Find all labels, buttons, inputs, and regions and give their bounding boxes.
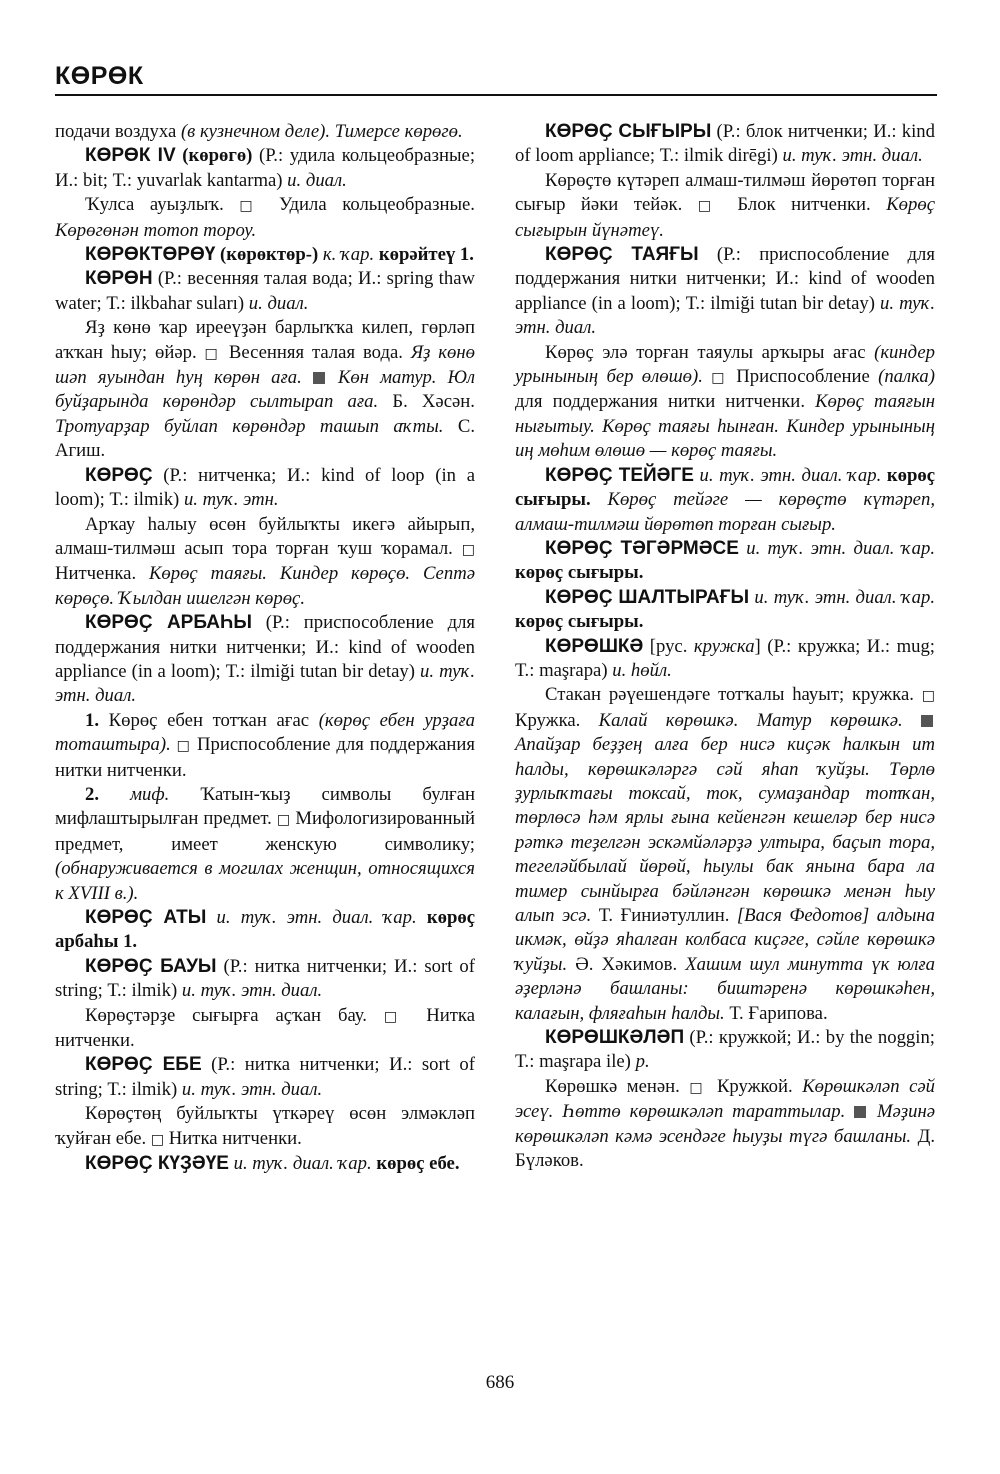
bold-reference: көрөҫ ебе. [376, 1153, 460, 1175]
italic-text: и. туҡ. этн. диал. ҡар. [754, 586, 935, 608]
bold-reference: (көрөктөр-) [215, 244, 319, 266]
page-number: 686 [485, 1372, 515, 1393]
text-span: (Р.: весенняя талая вода; И.: spring thaw water; Т.: ilkbahar suları) [55, 268, 475, 314]
text-span: Көрөҫтәрҙе сығырға аҫҡан бау. [85, 1004, 384, 1026]
text-span: Көрөҫтөң буйлыҡты үткәреү өсөн элмәкләп ҡуйған ебе. [55, 1103, 475, 1149]
dictionary-entry [515, 1026, 935, 1075]
text-span: (Р.: приспособление для поддержания нитки нитченки; И.: kind of wooden appliance (in a loom); Т.: ilmiği tutan bir detay) [55, 612, 476, 682]
definition-paragraph [55, 193, 475, 243]
text-span: Кружкой. [707, 1075, 803, 1097]
headword: КӨРӨҪ ЕБЕ [85, 1054, 202, 1076]
bold-reference: көрөҫ сығыры. [515, 611, 644, 633]
italic-text: Яҙ көнө шәп яуындан һуң көрөн аға. [55, 341, 475, 389]
italic-text: Тротуарҙар буйлап көрөндәр ташып аҡты. [55, 415, 444, 437]
text-span: (Р.: кружкой; И.: by the noggin; Т.: maşrapa ile) [515, 1027, 935, 1073]
header-rule [55, 94, 937, 96]
italic-text: миф. [130, 783, 170, 805]
headword: КӨРӨҪ ТЕЙӘГЕ [545, 464, 694, 486]
translation-square-icon: □ [697, 198, 722, 215]
text-span: ] (Р.: кружка; И.: mug; Т.: maşrapa) [515, 635, 935, 681]
text-span: Ҡатын-ҡыҙ символы булған мифлаштырылған предмет. [55, 783, 475, 830]
bold-reference: көрәйтеү 1. [378, 244, 474, 266]
translation-square-icon: □ [239, 198, 264, 215]
dictionary-entry [515, 464, 935, 537]
translation-square-icon: □ [689, 1079, 708, 1096]
italic-text: и. диал. [248, 292, 309, 314]
italic-text: Көрөҫ таяғын нығытыу. Көрөҫ таяғы һынған. Киндер урынының иң мөһим өлөшө — көрөҫ таяғы. [515, 391, 935, 462]
italic-text: [Вася Федотов] алдына икмәк, өйҙә яһалған колбаса киҫәге, сәйле көрөшкә ҡуйҙы. [515, 905, 935, 975]
text-span [99, 784, 130, 805]
text-span: для поддержания нитки нитченки. [515, 391, 816, 413]
headword: КӨРӨШКӘЛӘП [545, 1027, 685, 1049]
italic-text: Көн матур. Юл буйҙарында көрөндәр сылтырап аға. [55, 367, 476, 413]
italic-text: Калай көрөшкә. Матур көрөшкә. [598, 709, 903, 731]
italic-text: и. туҡ. этн. диал. [782, 145, 923, 167]
italic-text: и. диал. [287, 169, 347, 191]
text-span: (Р.: приспособление для поддержания нитки нитченки; И.: kind of wooden appliance (in a loom); Т.: ilmiği tutan bir detay) [515, 244, 935, 314]
dictionary-entry [515, 120, 935, 169]
text-span: Нитченка. [55, 563, 149, 585]
text-span [206, 907, 216, 928]
dictionary-entry [55, 906, 475, 955]
text-span: Удила кольцеобразные. [263, 194, 475, 216]
headword: КӨРӨҪ АТЫ [85, 907, 207, 928]
example-bullet-icon [921, 715, 933, 727]
headword: КӨРӨҪ ТӘГӘРМӘСЕ [545, 537, 739, 559]
italic-text: Мәҙинә көрөшкәләп кәмә эсендәге һыуҙы түгә башланы. [515, 1101, 936, 1147]
text-span: Яҙ көнө ҡар ирееүҙән барлыҡҡа килеп, гөрләп аҡҡан һыу; өйәр. [55, 317, 475, 363]
bold-reference: (көрөгө) [175, 145, 253, 167]
italic-text: Көрөҫ сығырын йүнәтеү. [515, 194, 935, 241]
italic-text: Хашим шул минутта үк юлға әҙерләнә башланы: биштәренә көрөшкәһен, калағын, фляғаһын һалды. [515, 953, 935, 1024]
headword: КӨРӨҪ АРБАҺЫ [85, 612, 252, 634]
italic-text: Көрөгөнән тотоп тороу. [55, 219, 257, 241]
text-span [868, 1101, 877, 1122]
text-span: Мифологизированный предмет, имеет женскую символику; [55, 808, 475, 855]
translation-square-icon: □ [150, 1131, 165, 1148]
definition-paragraph [515, 1075, 935, 1174]
text-span: Көрөҫ ебен тотҡан ағас [99, 709, 319, 731]
text-span [845, 1101, 854, 1122]
dictionary-entry [55, 464, 475, 513]
text-span: Нитка нитченки. [164, 1127, 302, 1149]
right-column [515, 120, 935, 1173]
headword: КӨРӨҪ [85, 464, 153, 486]
definition-paragraph [55, 513, 475, 612]
translation-square-icon: □ [204, 345, 221, 362]
text-span: Арҡау һалыу өсөн буйлыҡты икегә айырып, алмаш-тилмәш асып тора торған ҡуш ҡорамал. [55, 513, 475, 559]
italic-text: (киндер урынының бер өлөшө). [515, 341, 935, 388]
dictionary-entry [55, 611, 475, 709]
text-span: [рус. [643, 635, 694, 657]
text-span: Көрөшкә менән. [545, 1075, 690, 1097]
translation-square-icon: □ [276, 812, 291, 829]
text-span: Нитка нитченки. [55, 1004, 475, 1052]
definition-paragraph [515, 683, 935, 1026]
text-span: Т. Ғиниәтуллин. [591, 905, 737, 926]
dictionary-entry [55, 267, 475, 316]
text-span: (Р.: нитка нитченки; И.: sort of string; Т.: ilmik) [55, 1054, 475, 1100]
text-span: С. Агиш. [55, 415, 476, 462]
italic-text: Көрөҫ таяғы. Киндер көрөҫө. Септә көрөҫө. Ҡылдан ишелгән көрөҫ. [55, 563, 475, 609]
example-bullet-icon [313, 372, 325, 384]
text-span: Ҡулса ауыҙлыҡ. [85, 194, 240, 216]
bold-reference: 2. [85, 783, 100, 805]
text-span [327, 367, 338, 388]
italic-text: и. туҡ. диал. ҡар. [233, 1153, 372, 1175]
example-bullet-icon [854, 1106, 866, 1118]
bold-reference: 1. [85, 709, 100, 731]
translation-square-icon: □ [461, 541, 475, 558]
translation-square-icon: □ [921, 688, 935, 705]
bold-reference: көрөҫ сығыры. [515, 562, 644, 584]
italic-text: Көрөшкәләп сәй эсеү. Һөттө көрөшкәләп тараттылар. [515, 1075, 935, 1123]
translation-square-icon: □ [176, 738, 192, 755]
italic-text: и. туҡ. этн. диал. [181, 1078, 323, 1100]
headword: КӨРӨҪ ШАЛТЫРАҒЫ [545, 586, 750, 608]
italic-text: (палка) [878, 366, 935, 388]
headword: КӨРӨҪ ТАЯҒЫ [545, 244, 699, 266]
definition-paragraph [515, 341, 935, 464]
italic-text: и. туҡ. этн. диал. [515, 292, 935, 339]
dictionary-entry [55, 1152, 475, 1176]
running-header: КӨРӨК [55, 62, 144, 90]
text-span: Көрөҫ элә торған таяулы арҡыры ағас [545, 341, 875, 363]
bold-reference: көрөҫ арбаһы 1. [55, 907, 476, 953]
italic-text: р. [635, 1051, 650, 1073]
text-span: Блок нитченки. [721, 194, 887, 216]
definition-paragraph [55, 709, 475, 783]
italic-text: и. һөйл. [612, 659, 672, 681]
definition-paragraph [515, 169, 935, 243]
italic-text: Көрөҫ тейәге — көрөҫтө күтәреп, алмаш-тилмәш йөрөтөп торған сығыр. [515, 489, 935, 535]
dictionary-entry [515, 537, 935, 586]
italic-text: к. ҡар. [322, 244, 375, 266]
text-span: (Р.: нитченка; И.: kind of loop (in a loom); Т.: ilmik) [55, 464, 475, 511]
italic-text: (в кузнечном деле). Тимерсе көрөгө. [180, 121, 463, 142]
italic-text: и. туҡ. этн. диал. ҡар. [746, 537, 935, 559]
headword: КӨРӨН [85, 268, 153, 290]
text-span [703, 366, 711, 387]
definition-paragraph [55, 783, 475, 906]
dictionary-entry [515, 586, 935, 635]
headword: КӨРӨКТӨРӨҮ [85, 244, 216, 266]
headword: КӨРӨҪ СЫҒЫРЫ [545, 121, 712, 142]
italic-text: и. туҡ. этн. диал. ҡар. [216, 907, 417, 928]
dictionary-entry [55, 955, 475, 1004]
text-span: Весенняя талая вода. [220, 341, 411, 363]
italic-text: Апайҙар беҙҙең алға бер нисә киҫәк һалкын ит һалды, көрөшкәләргә сәй яһап ҡуйҙы. Төрлө ҙурлыҡтағы токсай, ток, сумаҙандар тотҡан, төрлөсә һәм ярлы ғына кейенгән кешеләр бер нисә рәткә теҙелгән эскәмйәләрҙә ултыра, баҫып тора, тегеләйбылай йөрөй, һыулы бак янына бара ла тимер сынйырға бәйләнгән көрөшкә менән һыу алып эсә. [515, 734, 935, 926]
italic-text: и. туҡ. этн. диал. [181, 980, 323, 1002]
text-span: Приспособление [728, 366, 879, 388]
text-span [302, 367, 313, 388]
text-span: Стакан рәүешендәге тотҡалы һауыт; кружка. [545, 684, 922, 706]
dictionary-entry [55, 243, 475, 267]
definition-paragraph [55, 316, 475, 463]
bold-reference: көрөҫ сығыры. [515, 464, 935, 511]
left-column [55, 120, 475, 1176]
text-span [903, 710, 921, 731]
text-span: подачи воздуха [55, 121, 181, 142]
text-span [417, 907, 427, 928]
text-span: Д. Бүләков. [515, 1125, 936, 1172]
headword: КӨРӨҪ КҮҘӘҮЕ [85, 1153, 229, 1175]
headword: КӨРӨҪ БАУЫ [85, 955, 217, 977]
definition-paragraph [55, 1004, 475, 1054]
text-span: Т. Ғарипова. [724, 1002, 828, 1024]
italic-text: и. туҡ. этн. диал. ҡар. [699, 464, 882, 486]
italic-text: (көрөҫ ебен урҙаға тоташтыра). [55, 709, 475, 756]
definition-paragraph [55, 1102, 475, 1152]
text-span: Б. Хәсән. [378, 391, 475, 413]
dictionary-entry [515, 635, 935, 684]
text-span: Приспособление для поддержания нитки нитченки. [55, 734, 475, 781]
continuation-text [55, 120, 475, 144]
headword: КӨРӨШКӘ [545, 635, 644, 657]
text-span: (Р.: удила кольцеобразные; И.: bit; Т.: yuvarlak kantarma) [55, 145, 476, 191]
text-span: (Р.: блок нитченки; И.: kind of loom appliance; Т.: ilmik dirēgi) [515, 121, 935, 167]
text-span: Кружка. [515, 709, 599, 731]
italic-text: (обнаруживается в могилах женщин, относящихся к XVIII в.). [55, 858, 475, 904]
dictionary-entry [515, 243, 935, 341]
text-span: (Р.: нитка нитченки; И.: sort of string; Т.: ilmik) [55, 955, 475, 1002]
text-span: Көрөҫтө күтәреп алмаш-тилмәш йөрөтөп торған сығыр йәки тейәк. [515, 169, 935, 216]
italic-text: и. туҡ. этн. [183, 489, 279, 511]
translation-square-icon: □ [711, 370, 729, 387]
dictionary-entry [55, 1053, 475, 1102]
translation-square-icon: □ [383, 1008, 410, 1025]
text-span: Ә. Хәкимов. [567, 953, 686, 975]
italic-text: кружка [693, 635, 755, 657]
italic-text: и. туҡ. этн. диал. [55, 660, 475, 707]
dictionary-entry [55, 144, 475, 193]
headword: КӨРӨК IV [85, 145, 176, 167]
text-span [591, 489, 608, 510]
